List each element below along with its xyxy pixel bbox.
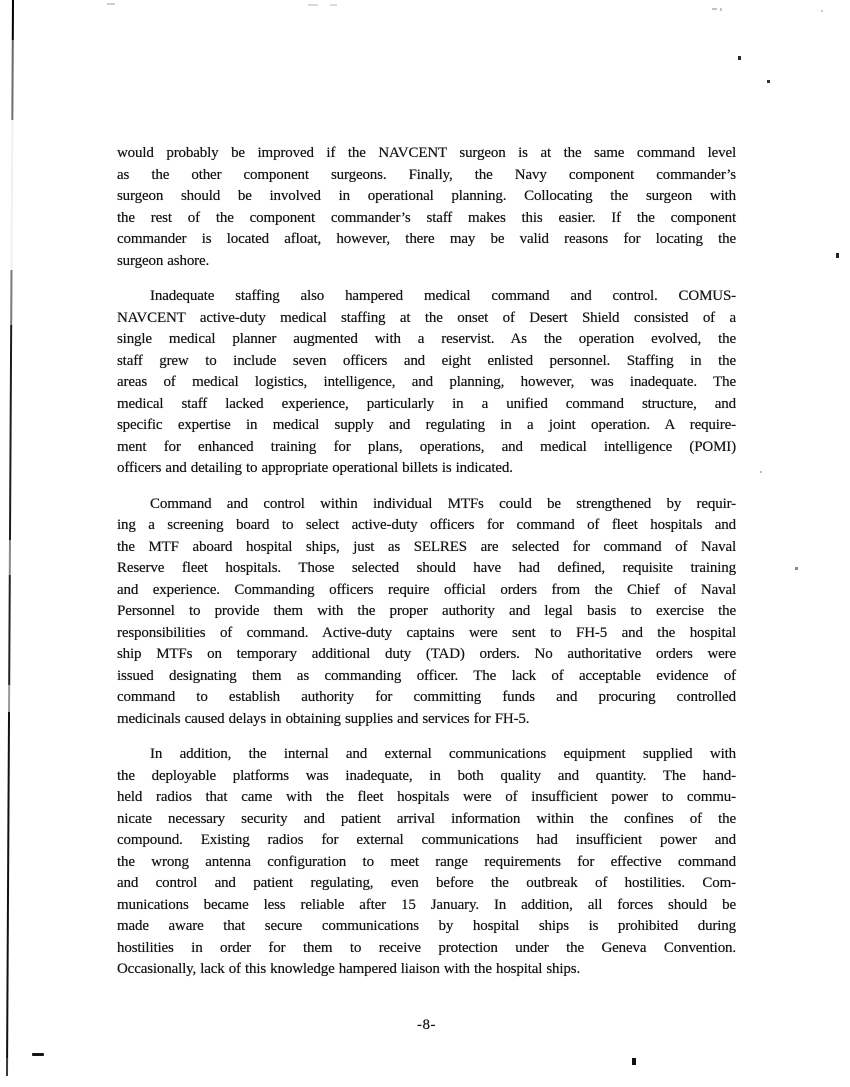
scan-speck xyxy=(836,253,839,258)
text-line: medical staff lacked experience, particularly in a unified command structure, and xyxy=(117,395,736,412)
text-line: surgeon should be involved in operational planning. Collocating the surgeon with xyxy=(117,188,736,204)
text-line: as the other component surgeons. Finally, the Navy component commander’s xyxy=(117,166,736,183)
text-line: nicate necessary security and patient arrival information within the confines of the xyxy=(117,810,736,827)
text-line: Reserve fleet hospitals. Those selected should have had defined, requisite training xyxy=(117,560,736,576)
scan-speck xyxy=(720,8,722,11)
text-line: Occasionally, lack of this knowledge hampered liaison with the hospital ships. xyxy=(117,961,581,977)
text-line: responsibilities of command. Active-duty captains were sent to FH-5 and the hospital xyxy=(117,624,736,641)
text-line: would probably be improved if the NAVCENT surgeon is at the same command level xyxy=(117,145,736,161)
text-line: ment for enhanced training for plans, operations, and medical intelligence (POMI) xyxy=(117,438,736,455)
scan-speck xyxy=(308,4,318,6)
text-line: Command and control within individual MTFs could be strengthened by requir- xyxy=(150,495,736,512)
text-line: munications became less reliable after 15 January. In addition, all forces should be xyxy=(117,896,736,913)
text-line: Personnel to provide them with the proper authority and legal basis to exercise the xyxy=(117,603,736,619)
paragraph xyxy=(117,286,736,480)
text-line: the deployable platforms was inadequate, in both quality and quantity. The hand- xyxy=(117,767,736,784)
text-line: NAVCENT active-duty medical staffing at the onset of Desert Shield consisted of a xyxy=(117,309,736,326)
text-line: commander is located afloat, however, there may be valid reasons for locating the xyxy=(117,231,736,247)
text-line: ship MTFs on temporary additional duty (TAD) orders. No authoritative orders were xyxy=(117,646,736,662)
scan-dash-artifact xyxy=(32,1053,44,1056)
text-line: hostilities in order for them to receive protection under the Geneva Convention. xyxy=(117,939,736,956)
text-line: the MTF aboard hospital ships, just as SELRES are selected for command of Naval xyxy=(117,538,736,555)
text-line: staff grew to include seven officers and eight enlisted personnel. Staffing in the xyxy=(117,352,736,369)
scan-speck xyxy=(760,471,762,473)
document-body xyxy=(117,143,736,995)
scan-speck xyxy=(330,4,337,6)
scan-line-artifact xyxy=(6,0,14,1076)
scan-speck xyxy=(712,8,717,10)
text-line: and experience. Commanding officers require official orders from the Chief of Naval xyxy=(117,581,736,598)
text-line: the rest of the component commander’s staff makes this easier. If the component xyxy=(117,209,736,226)
scan-speck xyxy=(795,567,798,570)
page-number: -8- xyxy=(417,1017,436,1033)
paragraph xyxy=(117,494,736,731)
text-line: issued designating them as commanding officer. The lack of acceptable evidence of xyxy=(117,667,736,684)
text-line: specific expertise in medical supply and regulating in a joint operation. A require- xyxy=(117,417,736,433)
scan-speck xyxy=(107,3,115,5)
text-line: held radios that came with the fleet hospitals were of insufficient power to commu- xyxy=(117,789,736,805)
text-line: made aware that secure communications by hospital ships is prohibited during xyxy=(117,918,736,934)
text-line: surgeon ashore. xyxy=(117,252,210,269)
text-line: officers and detailing to appropriate operational billets is indicated. xyxy=(117,460,513,476)
text-line: compound. Existing radios for external communications had insufficient power and xyxy=(117,832,736,848)
text-line: command to establish authority for committing funds and procuring controlled xyxy=(117,689,736,705)
text-line: single medical planner augmented with a reservist. As the operation evolved, the xyxy=(117,331,736,347)
text-line: the wrong antenna configuration to meet range requirements for effective command xyxy=(117,853,736,870)
text-line: areas of medical logistics, intelligence, and planning, however, was inadequate. The xyxy=(117,374,736,390)
text-line: medicinals caused delays in obtaining supplies and services for FH-5. xyxy=(117,710,530,727)
paragraph xyxy=(117,744,736,981)
text-line: Inadequate staffing also hampered medical command and control. COMUS- xyxy=(150,288,736,304)
text-line: ing a screening board to select active-duty officers for command of fleet hospitals and xyxy=(117,517,736,533)
scan-speck xyxy=(821,10,823,12)
text-line: In addition, the internal and external communications equipment supplied with xyxy=(150,746,736,762)
scan-speck xyxy=(632,1058,636,1065)
text-line: and control and patient regulating, even before the outbreak of hostilities. Com- xyxy=(117,875,736,891)
scan-speck xyxy=(738,56,741,60)
paragraph xyxy=(117,143,736,272)
scan-speck xyxy=(767,80,770,83)
